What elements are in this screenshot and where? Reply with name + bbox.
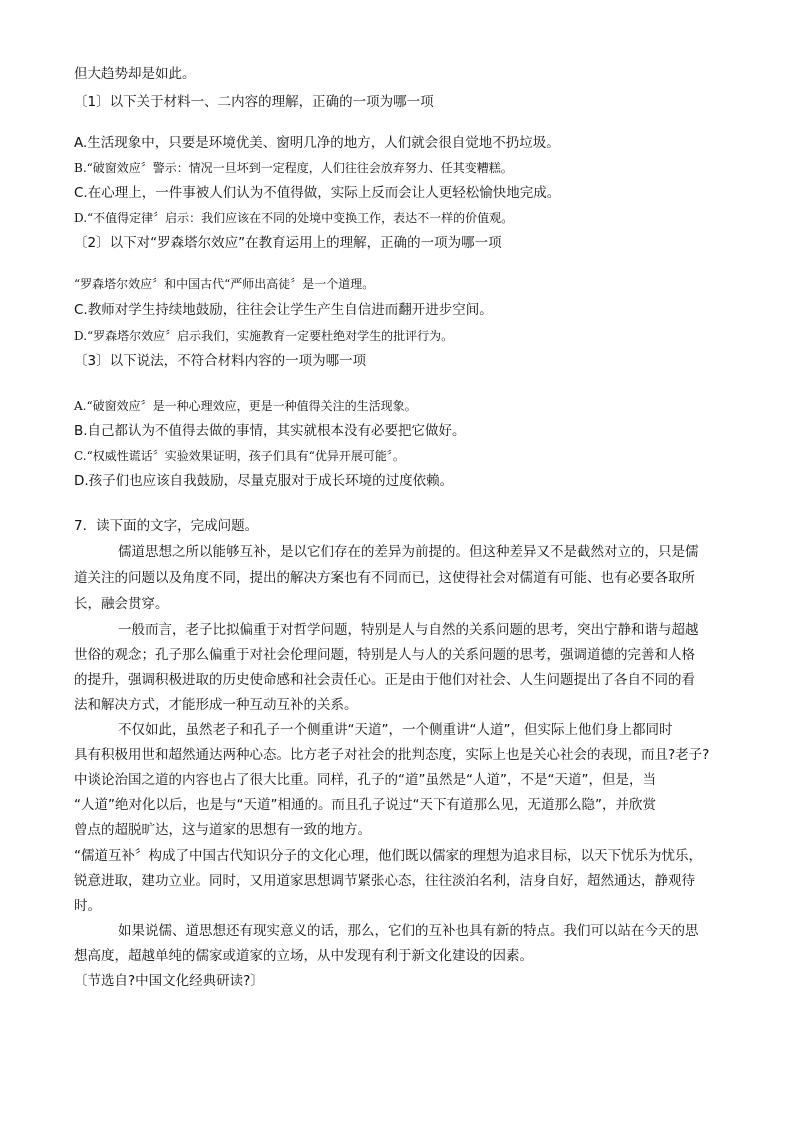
option-c: C.“权威性谎话〞实验效果证明，孩子们具有“优异开展可能〞。 [74,449,405,463]
option-d: D.孩子们也应该自我鼓励，尽量克服对于成长环境的过度依赖。 [74,473,454,489]
passage-line: 儒道思想之所以能够互补，是以它们存在的差异为前提的。但这种差异又不是截然对立的，只是儒 [118,544,699,560]
question-2-prompt: 〔2〕以下对“罗森塔尔效应”在教育运用上的理解，正确的一项为哪一项 [74,235,502,251]
question-3-prompt: 〔3〕以下说法，不符合材料内容的一项为哪一项 [74,353,367,369]
passage-line: 道关注的问题以及角度不同，提出的解决方案也有不同而已，这使得社会对儒道有可能、也有必要各取所 [74,570,695,586]
passage-line: 不仅如此，虽然老子和孔子一个侧重讲“天道”，一个侧重讲“人道”，但实际上他们身上都同时 [118,722,673,738]
passage-line: 具有积极用世和超然通达两种心态。比方老子对社会的批判态度，实际上也是关心社会的表现，而且?老子? [74,747,710,763]
question-7-heading: 7．读下面的文字，完成问题。 [74,518,259,534]
option-c: C.教师对学生持续地鼓励，往往会让学生产生自信进而翻开进步空间。 [74,302,493,318]
option-b: B.自己都认为不值得去做的事情，其实就根本没有必要把它做好。 [74,423,466,439]
passage-line: 一般而言，老子比拟偏重于对哲学问题，特别是人与自然的关系问题的思考，突出宁静和谐与超越 [118,622,699,638]
option-text: “罗森塔尔效应〞和中国古代“严师出高徒〞是一个道理。 [74,277,375,291]
text-line: 但大趋势却是如此。 [74,66,196,82]
option-a: A.生活现象中，只要是环境优美、窗明几净的地方，人们就会很自觉地不扔垃圾。 [74,135,560,151]
question-1-prompt: 〔1〕以下关于材料一、二内容的理解，正确的一项为哪一项 [74,94,434,110]
passage-line: 如果说儒、道思想还有现实意义的话，那么，它们的互补也具有新的特点。我们可以站在今天的思 [118,923,699,939]
option-d: D.“罗森塔尔效应〞启示我们，实施教育一定要杜绝对学生的批评行为。 [74,329,454,343]
option-b: B.“破窗效应〞警示：情况一旦坏到一定程度，人们往往会放弃努力、任其变糟糕。 [74,161,513,175]
passage-line: “人道”绝对化以后，也是与“天道”相通的。而且孔子说过“天下有道那么见，无道那么隐”，并欣赏 [74,797,656,813]
passage-line: 世俗的观念；孔子那么偏重于对社会伦理问题，特别是人与人的关系问题的思考，强调道德的完善和人格 [74,647,695,663]
passage-line: 时。 [74,898,101,914]
passage-line: 长，融会贯穿。 [74,596,169,612]
option-d: D.“不值得定律〞启示：我们应该在不同的处境中变换工作，表达不一样的价值观。 [74,211,514,225]
passage-line: 想高度，超越单纯的儒家或道家的立场，从中发现有利于新文化建设的因素。 [74,948,533,964]
passage-line: 曾点的超脱旷达，这与道家的思想有一致的地方。 [74,822,371,838]
passage-line: 中谈论治国之道的内容也占了很大比重。同样，孔子的“道”虽然是“人道”，不是“天道”，但是，当 [74,772,656,788]
passage-line: 的提升，强调积极进取的历史使命感和社会责任心。正是由于他们对社会、人生问题提出了各自不同的看 [74,672,695,688]
passage-line: 锐意进取，建功立业。同时，又用道家思想调节紧张心态，往往淡泊名利，洁身自好，超然通达，静观待 [74,873,695,889]
option-a: A.“破窗效应〞是一种心理效应，更是一种值得关注的生活现象。 [74,399,417,413]
passage-line: “儒道互补〞构成了中国古代知识分子的文化心理，他们既以儒家的理想为追求目标，以天下忧乐为忧乐， [74,848,702,864]
passage-line: 法和解决方式，才能形成一种互动互补的关系。 [74,697,358,713]
source-citation: 〔节选自?中国文化经典研读?〕 [74,973,264,989]
option-c: C.在心理上，一件事被人们认为不值得做，实际上反而会让人更轻松愉快地完成。 [74,185,561,201]
